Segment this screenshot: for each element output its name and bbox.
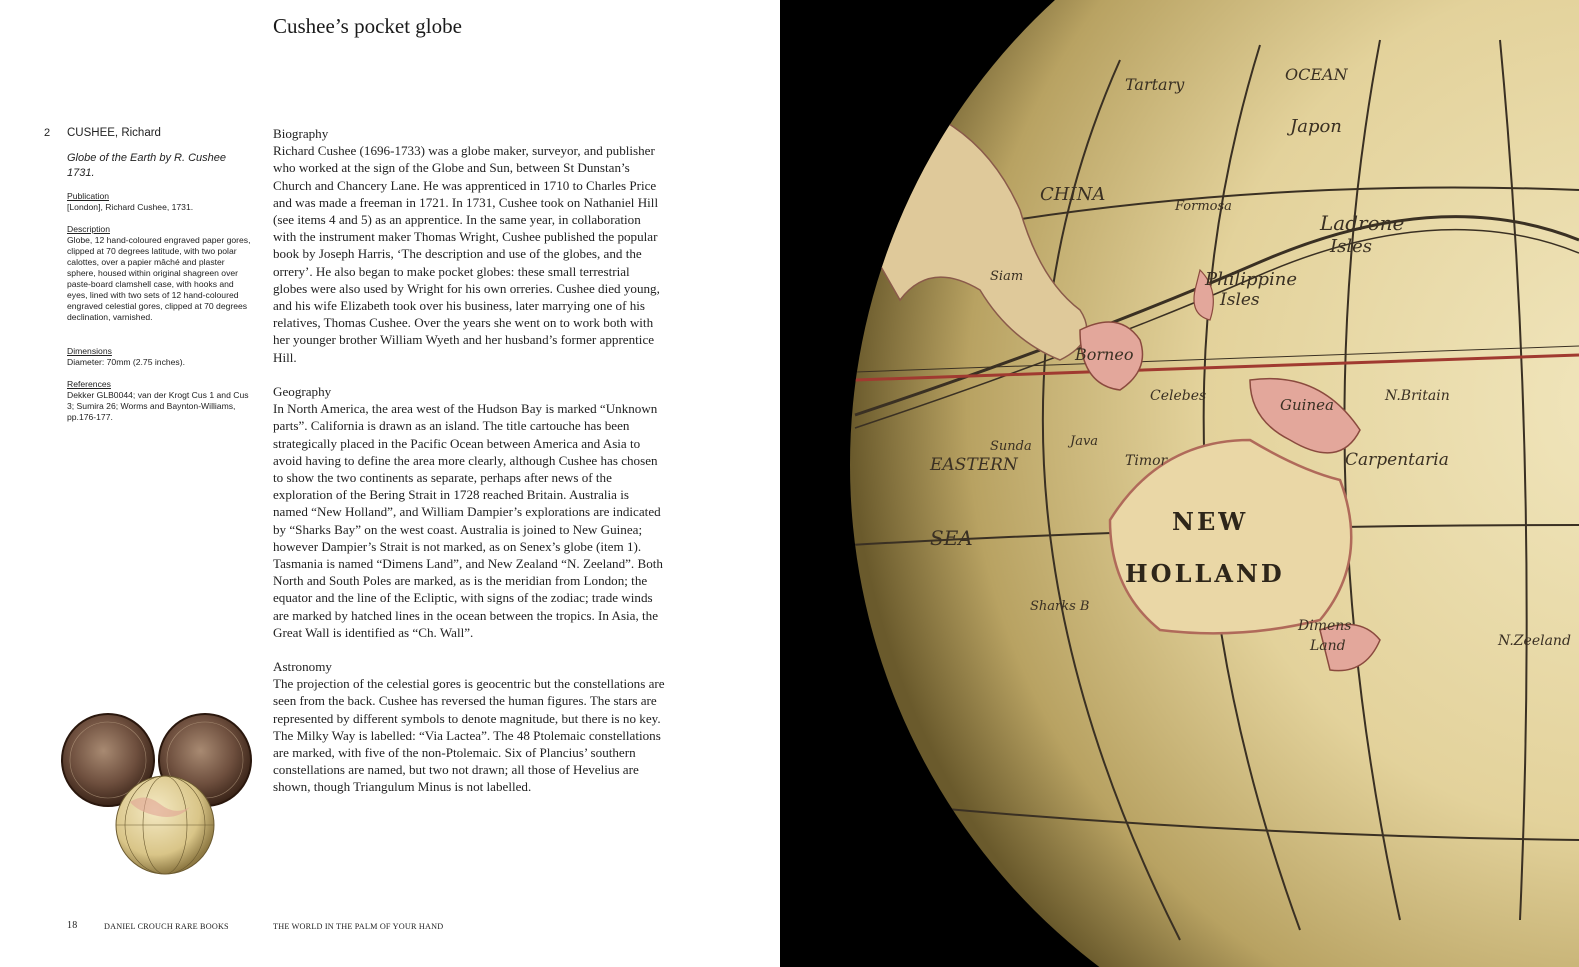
label-new: NEW (1172, 507, 1249, 536)
description-block (67, 224, 252, 323)
label-timor: Timor (1125, 453, 1168, 469)
label-carpentaria: Carpentaria (1345, 450, 1449, 470)
label-sharks-bay: Sharks B (1030, 599, 1090, 614)
biography-heading: Biography (273, 126, 329, 141)
label-land: Land (1310, 638, 1346, 654)
astronomy-section (273, 658, 665, 796)
astronomy-heading: Astronomy (273, 659, 332, 674)
globe-photo-page (780, 0, 1579, 967)
left-page (0, 0, 780, 967)
label-nbritain: N.Britain (1385, 388, 1450, 404)
label-isles-ladrone: Isles (1330, 236, 1372, 257)
label-philippine: Philippine (1205, 269, 1298, 290)
label-ocean: OCEAN (1285, 65, 1348, 84)
astronomy-text: The projection of the celestial gores is geocentric but the constellations are seen from the back. Cushee has reversed the human figures. The stars are represented by different symbols to denote magnitude, but there is no key. The Milky Way is labelled: “Via Lactea”. The 48 Ptolemaic constellations are marked, with five of the non-Ptolemaic. Six of Plancius’ southern constellations are named, but two not drawn; all those of Hevelius are shown, though Triangulum Minus is not labelled. (273, 676, 665, 795)
label-tartary: Tartary (1125, 75, 1185, 94)
description-text: Globe, 12 hand-coloured engraved paper gores, clipped at 70 degrees latitude, with two polar calottes, over a papier mâché and plaster sphere, housed within original shagreen over paste-board clamshell case, with hooks and eyes, lined with two sets of 12 hand-coloured engraved celestial gores, clipped at 70 degrees declination, varnished. (67, 235, 251, 322)
dimensions-block (67, 346, 252, 368)
publication-heading: Publication (67, 191, 110, 201)
geography-heading: Geography (273, 384, 332, 399)
geography-text: In North America, the area west of the Hudson Bay is marked “Unknown parts”. California is drawn as an island. The title cartouche has been strategically placed in the Pacific Ocean between America and Asia to avoid having to define the area more clearly, although Cushee has chosen to show the two continents as separate, perhaps after news of the exploration of the Bering Strait in 1728 reached Britain. Australia is named “New Holland”, and William Dampier’s explorations are indicated by “Sharks Bay” on the west coast. Australia is joined to New Guinea; however Dampier’s Strait is not marked, as on Senex’s globe (item 1). Tasmania is named “Dimens Land”, and New Zealand “N. Zeeland”. Both North and South Poles are marked, as is the meridian from London; the equator and the line of the Ecliptic, with signs of the zodiac; trade winds are marked by hatched lines in the ocean between the tropics. In Asia, the Great Wall is identified as “Ch. Wall”. (273, 401, 663, 640)
description-heading: Description (67, 224, 110, 234)
dimensions-text: Diameter: 70mm (2.75 inches). (67, 357, 185, 367)
label-japon: Japon (1290, 116, 1342, 137)
label-eastern: EASTERN (930, 455, 1018, 475)
references-heading: References (67, 379, 111, 389)
label-nzeeland: N.Zeeland (1498, 633, 1571, 649)
item-number: 2 (44, 127, 51, 139)
references-text: Dekker GLB0044; van der Krogt Cus 1 and Cus 3; Sumira 26; Worms and Baynton-Williams, pp.176-177. (67, 390, 249, 422)
label-guinea: Guinea (1280, 396, 1334, 414)
page-title: Cushee’s pocket globe (273, 14, 462, 38)
references-block (67, 379, 252, 423)
label-celebes: Celebes (1150, 388, 1207, 404)
label-dimens: Dimens (1298, 618, 1352, 634)
label-siam: Siam (990, 269, 1024, 284)
globe-illustration (780, 0, 1579, 967)
biography-section (273, 125, 665, 366)
label-ladrone: Ladrone (1320, 211, 1405, 235)
publication-block (67, 191, 252, 213)
footer-publisher: DANIEL CROUCH RARE BOOKS (104, 922, 229, 931)
label-sea: SEA (930, 526, 973, 550)
label-java: Java (1070, 434, 1099, 449)
label-sunda: Sunda (990, 439, 1032, 454)
label-holland: HOLLAND (1125, 559, 1285, 588)
globe-case-thumbnail (60, 712, 255, 877)
dimensions-heading: Dimensions (67, 346, 112, 356)
label-china: CHINA (1040, 184, 1106, 205)
label-formosa: Formosa (1175, 199, 1232, 214)
item-maker: CUSHEE, Richard (67, 127, 161, 139)
publication-text: [London], Richard Cushee, 1731. (67, 202, 194, 212)
geography-section (273, 383, 665, 641)
label-isles-philippine: Isles (1220, 290, 1260, 310)
footer-book-title: THE WORLD IN THE PALM OF YOUR HAND (273, 922, 444, 931)
label-borneo: Borneo (1075, 345, 1134, 364)
biography-text: Richard Cushee (1696-1733) was a globe maker, surveyor, and publisher who worked at the sign of the Globe and Sun, between St Dunstan’s Church and Chancery Lane. He was apprenticed in 1710 to Charles Price and was made a freeman in 1721. In 1731, Cushee took on Nathaniel Hill (see items 4 and 5) as an apprentice. In the same year, in collaboration with the instrument maker Thomas Wright, Cushee published the popular book by Joseph Harris, ‘The description and use of the globes, and the orrery’. He also began to make pocket globes: these small terrestrial globes were also used by Wright for his own orreries. Cushee died young, and his wife Elizabeth took over his business, later marrying one of his relatives, Thomas Cushee. Over the years she went on to work both with her younger brother William Wyeth and her husband’s former apprentice Hill. (273, 143, 660, 365)
page-number: 18 (67, 920, 78, 931)
item-title: Globe of the Earth by R. Cushee 1731. (67, 152, 226, 179)
